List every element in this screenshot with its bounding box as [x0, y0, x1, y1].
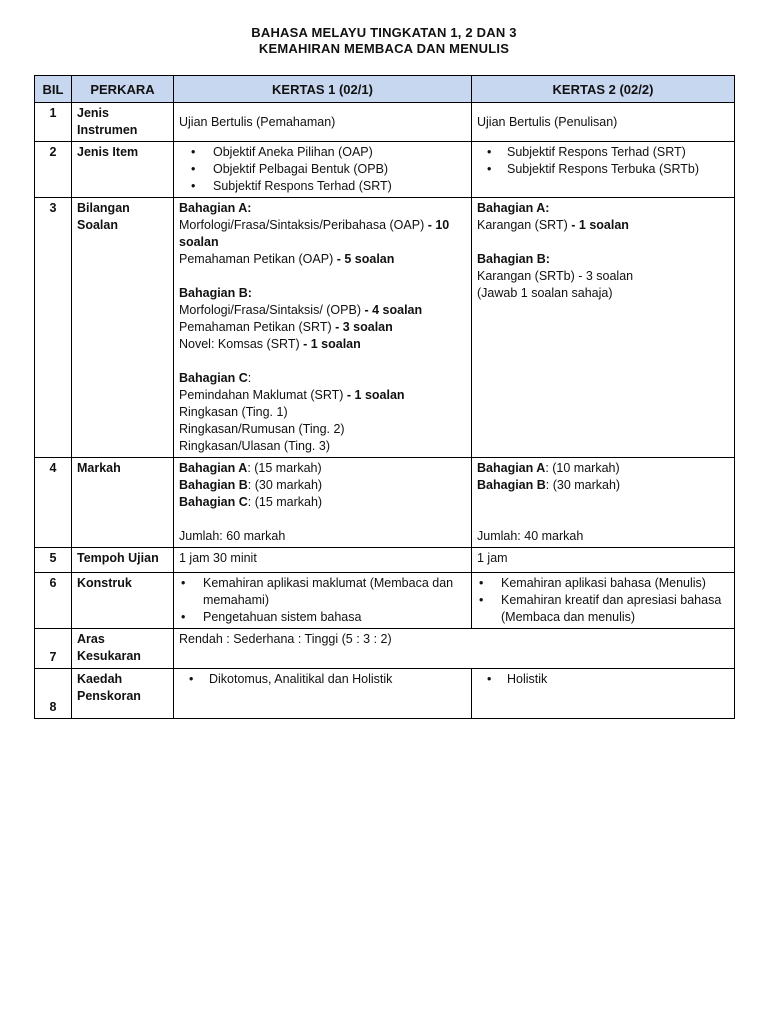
kertas-1-cell: Ujian Bertulis (Pemahaman): [174, 103, 472, 142]
list-item: • Kemahiran kreatif dan apresiasi bahasa (Membaca dan menulis): [476, 592, 729, 626]
mark-line: Bahagian A: (15 markah): [179, 461, 322, 475]
question-line: Morfologi/Frasa/Sintaksis/ (OPB) - 4 soalan: [179, 303, 423, 317]
question-line: Morfologi/Frasa/Sintaksis/Peribahasa (OAP) - 10 soalan: [179, 218, 450, 249]
section-heading: Bahagian A:: [179, 201, 252, 215]
kertas-2-cell: [472, 669, 735, 719]
row-number: 8: [35, 669, 72, 719]
row-number: 3: [35, 198, 72, 458]
kertas-1-cell: [174, 573, 472, 629]
list-item: • Kemahiran aplikasi maklumat (Membaca dan memahami): [178, 575, 466, 609]
table-row: [35, 142, 735, 198]
kertas-1-cell: [174, 669, 472, 719]
kertas-1-cell: 1 jam 30 minit: [174, 548, 472, 573]
mark-total: Jumlah: 40 markah: [477, 529, 584, 543]
kertas-2-cell: Ujian Bertulis (Penulisan): [472, 103, 735, 142]
list-item: • Objektif Aneka Pilihan (OAP): [188, 144, 466, 161]
question-line: Pemahaman Petikan (SRT) - 3 soalan: [179, 320, 393, 334]
list-item: • Kemahiran aplikasi bahasa (Menulis): [476, 575, 729, 592]
row-number: 4: [35, 458, 72, 548]
question-line: Pemindahan Maklumat (SRT) - 1 soalan: [179, 388, 405, 402]
table-row: [35, 198, 735, 458]
list-item: • Objektif Pelbagai Bentuk (OPB): [188, 161, 466, 178]
row-perkara: Bilangan Soalan: [72, 198, 174, 458]
mark-line: Bahagian A: (10 markah): [477, 461, 620, 475]
table-header-row: [35, 76, 735, 103]
question-line: Ringkasan (Ting. 1): [179, 405, 288, 419]
header-bil: BIL: [35, 76, 72, 103]
row-perkara: Aras Kesukaran: [72, 629, 174, 669]
mark-line: Bahagian B: (30 markah): [179, 478, 323, 492]
row-perkara: Kaedah Penskoran: [72, 669, 174, 719]
table-row: [35, 458, 735, 548]
header-kertas-2: KERTAS 2 (02/2): [472, 76, 735, 103]
row-perkara: Jenis Item: [72, 142, 174, 198]
row-perkara: Jenis Instrumen: [72, 103, 174, 142]
title-line-2: KEMAHIRAN MEMBACA DAN MENULIS: [258, 41, 510, 56]
question-line: Pemahaman Petikan (OAP) - 5 soalan: [179, 252, 395, 266]
kertas-1-cell: [174, 458, 472, 548]
section-heading: Bahagian B:: [477, 252, 550, 266]
specification-table: [34, 75, 735, 719]
row-number: 5: [35, 548, 72, 573]
question-line: Karangan (SRTb) - 3 soalan: [477, 269, 634, 283]
table-row: [35, 573, 735, 629]
question-line: Ringkasan/Rumusan (Ting. 2): [179, 422, 345, 436]
row-number: 2: [35, 142, 72, 198]
section-heading: Bahagian B:: [179, 286, 252, 300]
row-perkara: Markah: [72, 458, 174, 548]
table-row: [35, 669, 735, 719]
title-line-1: BAHASA MELAYU TINGKATAN 1, 2 DAN 3: [251, 25, 517, 40]
list-item: • Subjektif Respons Terbuka (SRTb): [484, 161, 729, 178]
kertas-2-cell: [472, 142, 735, 198]
table-row: [35, 629, 735, 669]
kertas-1-cell: [174, 198, 472, 458]
question-line: (Jawab 1 soalan sahaja): [477, 286, 613, 300]
kertas-2-cell: [472, 573, 735, 629]
list-item: • Pengetahuan sistem bahasa: [178, 609, 466, 626]
kertas-2-cell: [472, 458, 735, 548]
mark-line: Bahagian B: (30 markah): [477, 478, 621, 492]
kertas-2-cell: 1 jam: [472, 548, 735, 573]
row-number: 7: [35, 629, 72, 669]
list-item: • Subjektif Respons Terhad (SRT): [484, 144, 729, 161]
question-line: Karangan (SRT) - 1 soalan: [477, 218, 629, 232]
question-line: Novel: Komsas (SRT) - 1 soalan: [179, 337, 361, 351]
list-item: • Subjektif Respons Terhad (SRT): [188, 178, 466, 195]
row-perkara: Tempoh Ujian: [72, 548, 174, 573]
mark-total: Jumlah: 60 markah: [179, 529, 286, 543]
list-item: • Dikotomus, Analitikal dan Holistik: [186, 671, 466, 688]
question-line: Ringkasan/Ulasan (Ting. 3): [179, 439, 330, 453]
row-number: 1: [35, 103, 72, 142]
header-kertas-1: KERTAS 1 (02/1): [174, 76, 472, 103]
kertas-1-cell: [174, 142, 472, 198]
section-heading: Bahagian A:: [477, 201, 550, 215]
table-row: [35, 103, 735, 142]
merged-cell: Rendah : Sederhana : Tinggi (5 : 3 : 2): [174, 629, 735, 669]
header-perkara: PERKARA: [72, 76, 174, 103]
row-number: 6: [35, 573, 72, 629]
kertas-2-cell: [472, 198, 735, 458]
list-item: • Holistik: [484, 671, 729, 688]
document-title: [0, 25, 768, 57]
table-row: [35, 548, 735, 573]
mark-line: Bahagian C: (15 markah): [179, 495, 323, 509]
row-perkara: Konstruk: [72, 573, 174, 629]
section-heading: Bahagian C:: [179, 371, 252, 385]
